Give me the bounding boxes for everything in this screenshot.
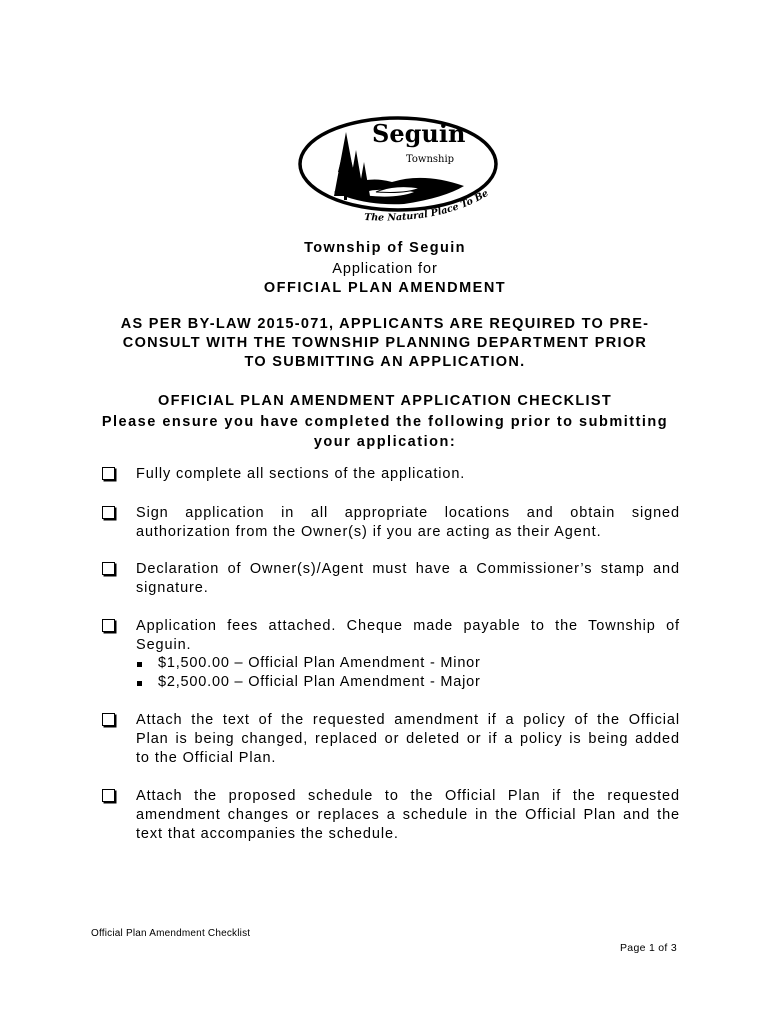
- checklist-subtitle-line: your application:: [313, 434, 457, 450]
- checkbox[interactable]: [102, 562, 115, 575]
- item-text: Plan is being changed, replaced or deleted or if a policy is being added: [136, 730, 680, 747]
- footer-doc-name: Official Plan Amendment Checklist: [91, 928, 251, 939]
- application-for: Application for: [332, 261, 438, 277]
- document-type: OFFICIAL PLAN AMENDMENT: [263, 280, 507, 296]
- logo-subname: Township: [406, 154, 455, 165]
- preconsult-notice: [60, 315, 710, 372]
- item-text: amendment changes or replaces a schedule in the Official Plan and the: [136, 806, 680, 823]
- fee-item: [158, 655, 481, 671]
- notice-line: AS PER BY-LAW 2015-071, APPLICANTS ARE REQUIRED TO PRE-: [120, 316, 650, 332]
- notice-line: CONSULT WITH THE TOWNSHIP PLANNING DEPARTMENT PRIOR: [122, 335, 648, 351]
- item-text: signature.: [136, 579, 209, 596]
- checklist-subtitle: [84, 412, 686, 452]
- fee-item: [158, 674, 481, 690]
- square-bullet-icon: [137, 681, 142, 686]
- notice-line: TO SUBMITTING AN APPLICATION.: [244, 354, 526, 370]
- item-text: Declaration of Owner(s)/Agent must have a Commissioner’s stamp and: [136, 561, 680, 577]
- page-number: Page 1 of 3: [620, 942, 678, 954]
- checklist-title: OFFICIAL PLAN AMENDMENT APPLICATION CHECKLIST: [157, 393, 612, 409]
- item-text: Application fees attached. Cheque made payable to the Township of: [136, 618, 680, 634]
- checkbox[interactable]: [102, 467, 115, 480]
- org-title: Township of Seguin: [304, 240, 466, 256]
- item-text: authorization from the Owner(s) if you are acting as their Agent.: [136, 523, 602, 540]
- item-text: to the Official Plan.: [136, 749, 277, 766]
- checkbox[interactable]: [102, 789, 115, 802]
- square-bullet-icon: [137, 662, 142, 667]
- checkbox[interactable]: [102, 713, 115, 726]
- item-text: Attach the text of the requested amendment if a policy of the Official: [136, 712, 680, 728]
- fee-text: $2,500.00 – Official Plan Amendment - Major: [158, 674, 481, 690]
- logo-trees: [334, 132, 370, 200]
- item-text: Seguin.: [136, 636, 192, 653]
- seguin-township-logo: [294, 112, 504, 228]
- checkbox[interactable]: [102, 619, 115, 632]
- item-text: Attach the proposed schedule to the Official Plan if the requested: [136, 788, 680, 804]
- item-text: Sign application in all appropriate locations and obtain signed: [136, 505, 680, 521]
- checklist-subtitle-line: Please ensure you have completed the following prior to submitting: [101, 414, 669, 430]
- logo-tagline: The Natural Place To Be: [363, 187, 491, 224]
- checkbox[interactable]: [102, 506, 115, 519]
- fee-text: $1,500.00 – Official Plan Amendment - Minor: [158, 655, 481, 671]
- logo-name: Seguin: [372, 119, 466, 148]
- item-text: text that accompanies the schedule.: [136, 825, 399, 842]
- item-text: Fully complete all sections of the application.: [136, 466, 466, 482]
